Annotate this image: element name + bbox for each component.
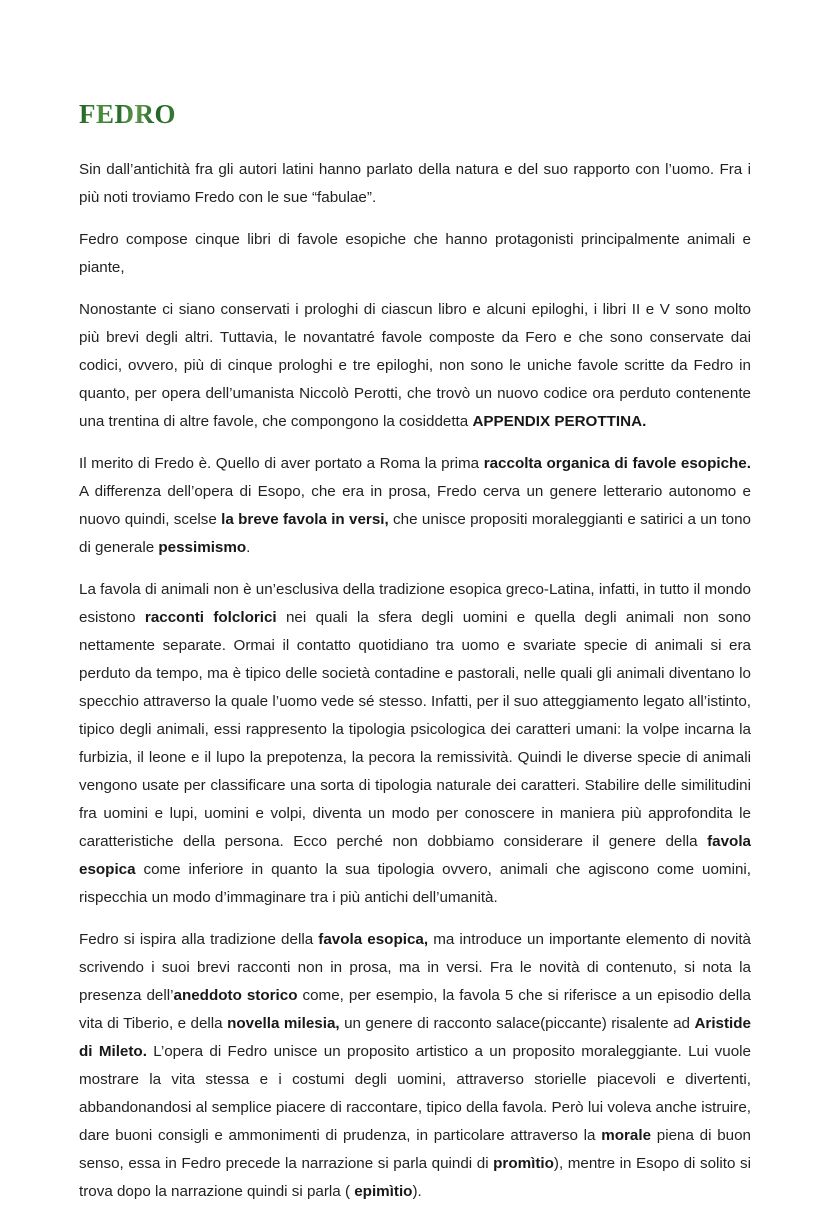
paragraph-6: Fedro si ispira alla tradizione della favola esopica, ma introduce un importante elemento di novità scrivendo i suoi brevi racconti non in prosa, ma in versi. Fra le novità di contenuto, si nota la presenza dell’aneddoto storico come, per esempio, la favola 5 che si riferisce a un episodio della vita di Tiberio, e della novella milesia, un genere di racconto salace(piccante) risalente ad Aristide di Mileto. L’opera di Fedro unisce un proposito artistico a un proposito moraleggiante. Lui vuole mostrare la vita stessa e i costumi degli uomini, attraverso storielle piacevoli e divertenti, abbandonandosi al semplice piacere di raccontare, tipico della favola. Però lui voleva anche istruire, dare buoni consigli e ammonimenti di prudenza, in particolare attraverso la morale piena di buon senso, essa in Fedro precede la narrazione si parla quindi di promìtio), mentre in Esopo di solito si trova dopo la narrazione quindi si parla ( epimìtio). (79, 930, 751, 1200)
paragraph-2: Fedro compose cinque libri di favole esopiche che hanno protagonisti principalmente animali e piante, (79, 230, 751, 276)
paragraph-3: Nonostante ci siano conservati i prologhi di ciascun libro e alcuni epiloghi, i libri II e V sono molto più brevi degli altri. Tuttavia, le novantatré favole composte da Fero e che sono conservate dai codici, ovvero, più di cinque prologhi e tre epiloghi, non sono le uniche favole scritte da Fedro in quanto, per opera dell’umanista Niccolò Perotti, che trovò un nuovo codice ora perduto contenente una trentina di altre favole, che compongono la cosiddetta APPENDIX PEROTTINA. (79, 300, 751, 430)
paragraph-5: La favola di animali non è un’esclusiva della tradizione esopica greco-Latina, infatti, in tutto il mondo esistono racconti folclorici nei quali la sfera degli uomini e quella degli animali non sono nettamente separate. Ormai il contatto quotidiano tra uomo e svariate specie di animali si era perduto da tempo, ma è tipico delle società contadine e pastorali, nelle quali gli animali diventano lo specchio attraverso la quale l’uomo vede sé stesso. Infatti, per il suo atteggiamento legato all’istinto, tipico degli animali, essi rappresento la tipologia psicologica dei caratteri umani: la volpe incarna la furbizia, il leone e il lupo la prepotenza, la pecora la remissività. Quindi le diverse specie di animali vengono usate per classificare una sorta di tipologia naturale dei caratteri. Stabilire delle similitudini fra uomini e lupi, uomini e volpi, diventa un modo per conoscere in maniera più approfondita le caratteristiche della persona. Ecco perché non dobbiamo considerare il genere della favola esopica come inferiore in quanto la sua tipologia ovvero, animali che agiscono come uomini, rispecchia un modo d’immaginare tra i più antichi dell’umanità. (79, 580, 752, 906)
document-body (79, 100, 751, 1206)
page-title: FEDRO (79, 99, 176, 129)
paragraph-4: Il merito di Fredo è. Quello di aver portato a Roma la prima raccolta organica di favole esopiche. A differenza dell’opera di Esopo, che era in prosa, Fredo cerva un genere letterario autonomo e nuovo quindi, scelse la breve favola in versi, che unisce propositi moraleggianti e satirici a un tono di generale pessimismo. (79, 454, 752, 556)
paragraph-1: Sin dall’antichità fra gli autori latini hanno parlato della natura e del suo rapporto con l’uomo. Fra i più noti troviamo Fredo con le sue “fabulae”. (79, 160, 751, 206)
